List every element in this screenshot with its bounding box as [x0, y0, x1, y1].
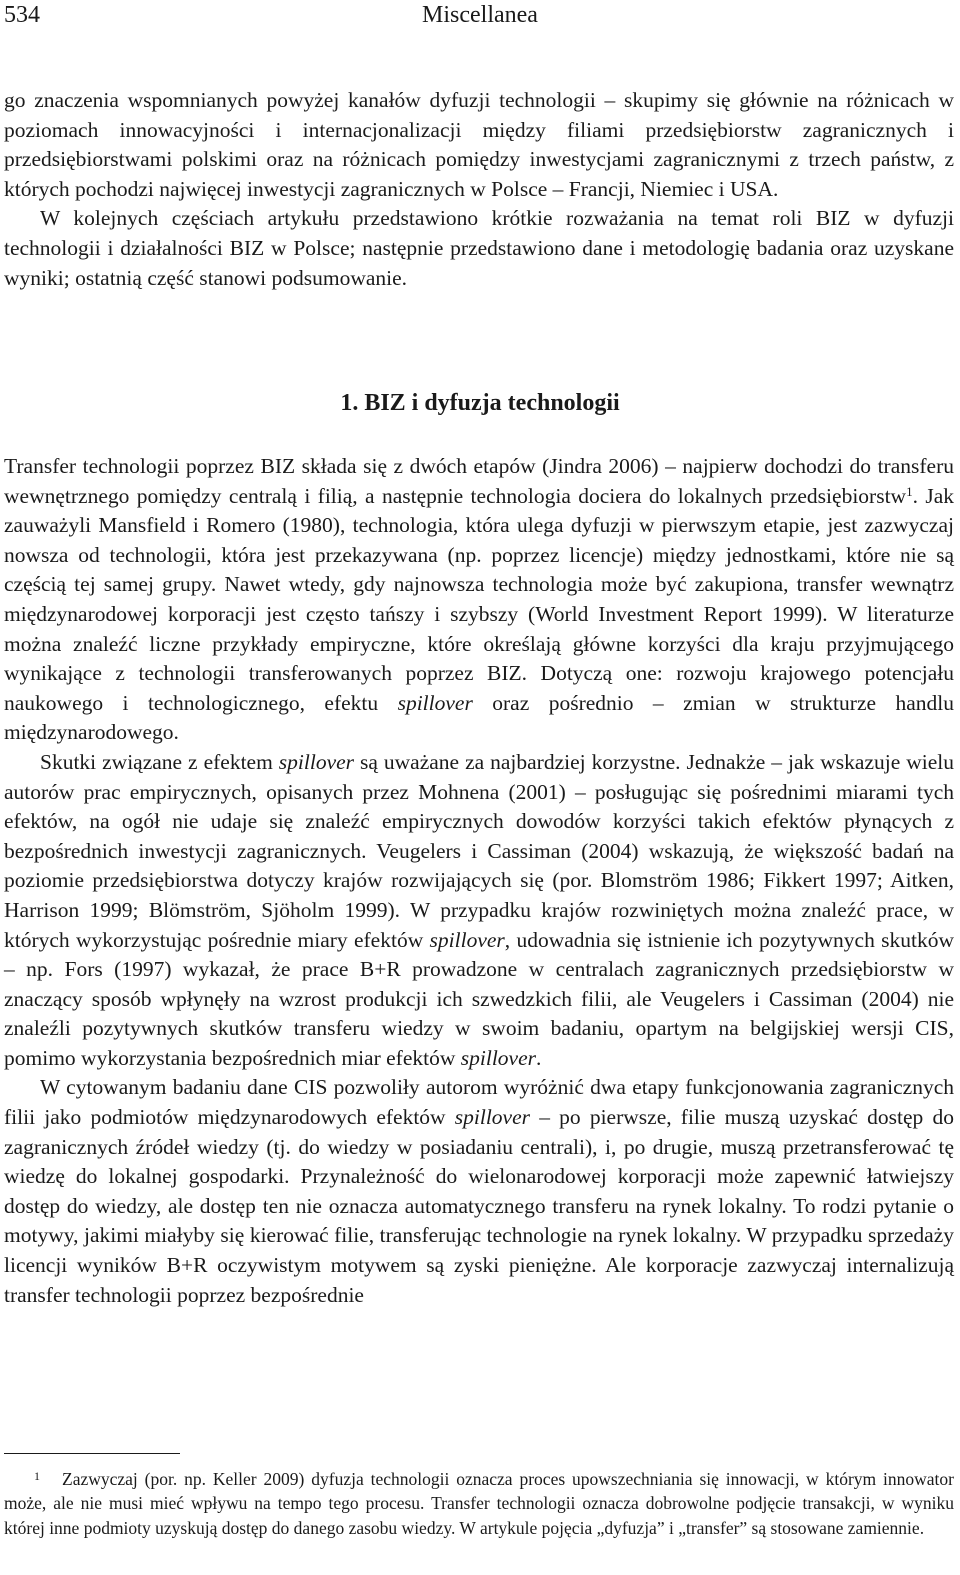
intro-text: [4, 86, 954, 293]
body-paragraph: Skutki związane z efektem spillover są uważane za najbardziej korzystne. Jednakże – jak wskazuje wielu autorów prac empirycznych, opisanych przez Mohnena (2001) – posługując się pośrednimi miarami tych efektów, na ogół nie udaje się znaleźć empirycznych dowodów korzyści takich efektów płynących z bezpośrednich inwestycji zagranicznych. Veugelers i Cassiman (2004) wskazują, że większość badań na poziomie przedsiębiorstwa dotyczy krajów rozwijających się (por. Blomström 1986; Fikkert 1997; Aitken, Harrison 1999; Blömström, Sjöholm 1999). W przypadku krajów rozwiniętych można znaleźć prace, w których wykorzystując pośrednie miary efektów spillover, udowadnia się istnienie ich pozytywnych skutków – np. Fors (1997) wykazał, że prace B+R prowadzone w centralach zagranicznych przedsiębiorstw w znaczący sposób wpłynęły na wzrost produkcji ich szwedzkich filii, ale Veugelers i Cassiman (2004) nie znaleźli pozytywnych skutków transferu wiedzy w swoim badaniu, opartym na belgijskiej wersji CIS, pomimo wykorzystania bezpośrednich miar efektów spillover.: [4, 749, 954, 1070]
footnotes: [4, 1464, 954, 1540]
running-title: Miscellanea: [422, 2, 538, 28]
footnote-text: Zazwyczaj (por. np. Keller 2009) dyfuzja technologii oznacza proces upowszechniania się innowacji, w którym innowator może, ale nie musi mieć wpływu na tempo tego procesu. Transfer technologii oznacza dobrowolne podjęcie transakcji, w wyniku której inne podmioty uzyskują dostęp do danego zasobu wiedzy. W artykule pojęcia „dyfuzja” i „transfer” są stosowane zamiennie.: [4, 1469, 954, 1538]
body-paragraph: W cytowanym badaniu dane CIS pozwoliły autorom wyróżnić dwa etapy funkcjonowania zagranicznych filii jako podmiotów międzynarodowych efektów spillover – po pierwsze, filie muszą uzyskać dostęp do zagranicznych źródeł wiedzy (tj. do wiedzy w posiadaniu centrali), i, po drugie, muszą przetransferować tę wiedzę do lokalnej gospodarki. Przynależność do wielonarodowej korporacji może zapewnić łatwiejszy dostęp do wiedzy, ale dostęp ten nie oznacza automatycznego transferu na rynek lokalny. To rodzi pytanie o motywy, jakimi miałyby się kierować filie, transferując technologie na rynek lokalny. W przypadku sprzedaży licencji wyników B+R oczywistym motywem są zyski pieniężne. Ale korporacje zazwyczaj internalizują transfer technologii poprzez bezpośrednie: [4, 1075, 954, 1307]
footnote-divider: [4, 1453, 180, 1454]
footnote-reference[interactable]: 1: [906, 483, 913, 499]
footnote: [4, 1464, 954, 1540]
intro-paragraph: W kolejnych częściach artykułu przedstawiono krótkie rozważania na temat roli BIZ w dyfuzji technologii i działalności BIZ w Polsce; następnie przedstawiono dane i metodologię badania oraz uzyskane wyniki; ostatnią część stanowi podsumowanie.: [4, 206, 954, 290]
section-heading: 1. BIZ i dyfuzja technologii: [340, 390, 620, 416]
intro-paragraph: go znaczenia wspomnianych powyżej kanałów dyfuzji technologii – skupimy się głównie na różnicach w poziomach innowacyjności i internacjonalizacji między filiami przedsiębiorstw zagranicznych i przedsiębiorstwami polskimi oraz na różnicach pomiędzy inwestycjami zagranicznymi z trzech państw, z których pochodzi najwięcej inwestycji zagranicznych w Polsce – Francji, Niemiec i USA.: [4, 88, 954, 201]
footnote-mark: 1: [34, 1469, 40, 1483]
body-paragraph: Transfer technologii poprzez BIZ składa się z dwóch etapów (Jindra 2006) – najpierw dochodzi do transferu wewnętrznego pomiędzy centralą i filią, a następnie technologia dociera do lokalnych przedsiębiorstw$^1$. Jak zauważyli Mansfield i Romero (1980), technologia, która ulega dyfuzji w pierwszym etapie, jest zazwyczaj nowsza od technologii, która jest przekazywana (np. poprzez licencje) między jednostkami, które nie są częścią tej samej grupy. Nawet wtedy, gdy najnowsza technologia może być zakupiona, transfer wewnątrz międzynarodowej korporacji jest często tańszy i szybszy (World Investment Report 1999). W literaturze można znaleźć liczne przykłady empiryczne, które określają główne korzyści dla kraju przyjmującego wynikające z technologii transferowanych poprzez BIZ. Dotyczą one: rozwoju krajowego potencjału naukowego i technologicznego, efektu spillover oraz pośrednio – zmian w strukturze handlu międzynarodowego.: [4, 454, 954, 745]
page-number: 534: [4, 2, 40, 28]
page-header: [0, 0, 960, 30]
section-body: [4, 452, 954, 1310]
